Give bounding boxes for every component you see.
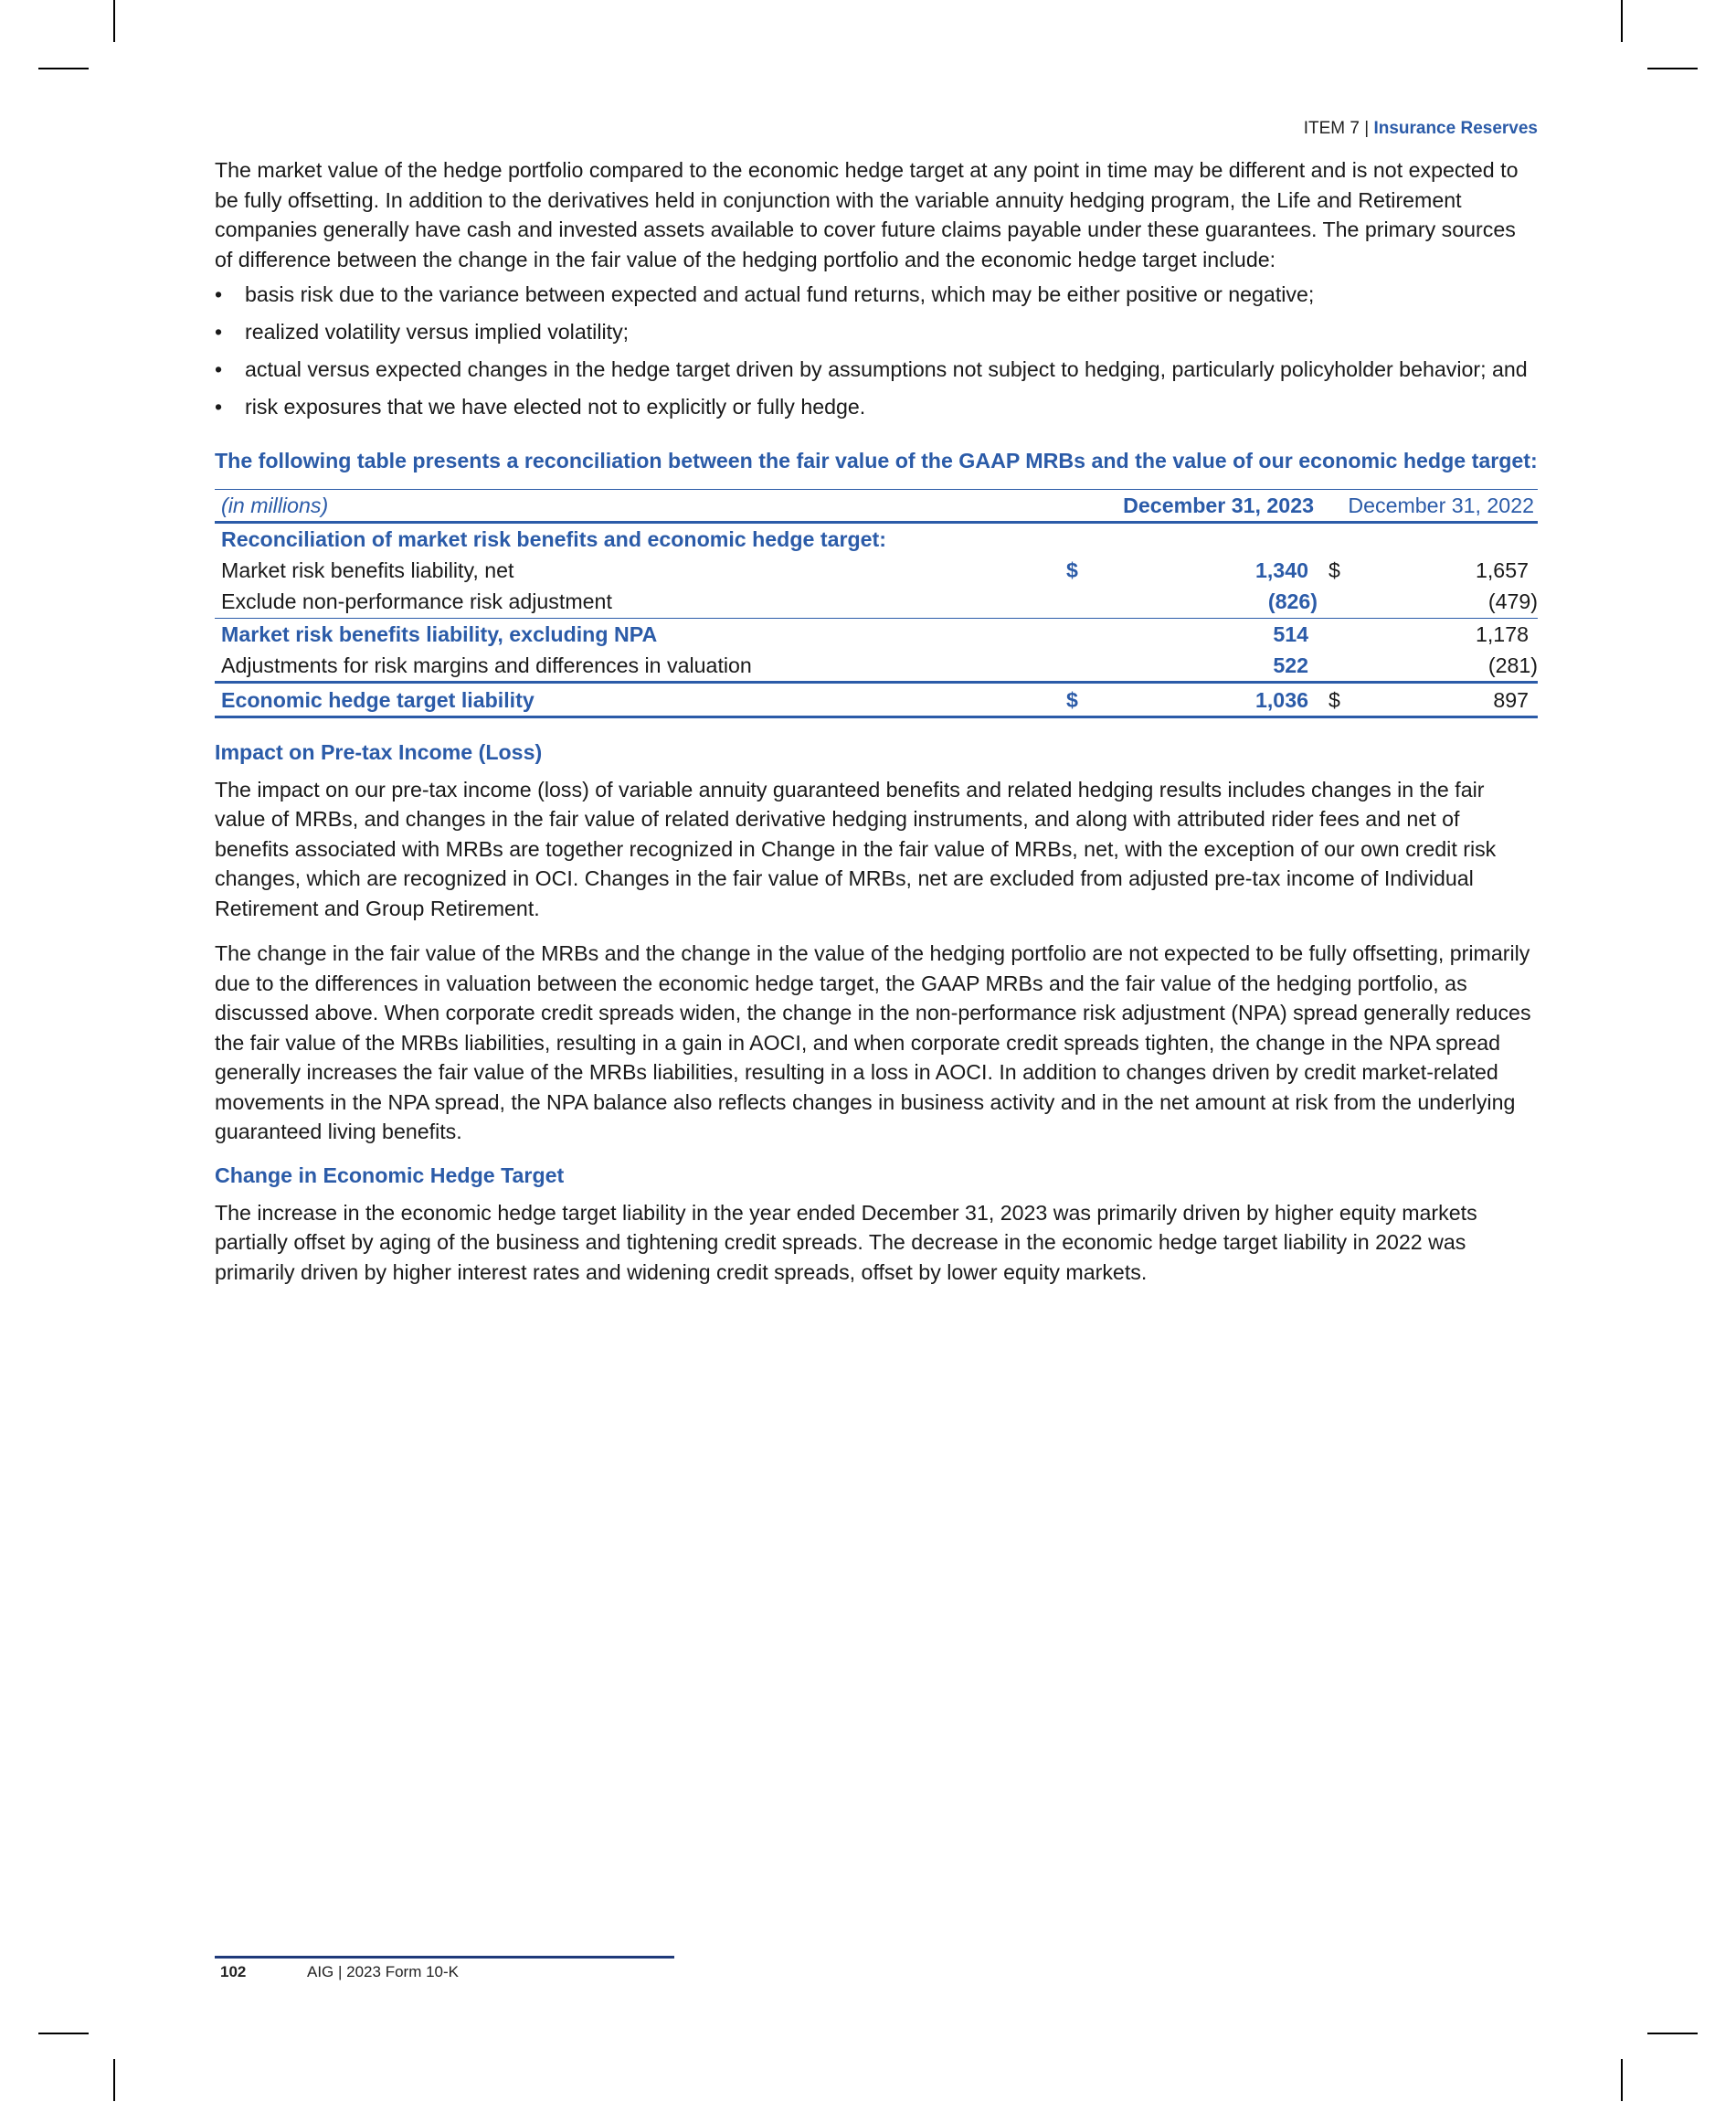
crop-mark: [38, 2033, 89, 2034]
table-section-row: [215, 522, 1538, 555]
table-total-row: [215, 683, 1538, 717]
crop-mark: [38, 68, 89, 69]
value-2023: 514: [1085, 618, 1318, 650]
crop-mark: [113, 0, 115, 42]
reconciliation-table: [215, 489, 1538, 718]
table-header-row: [215, 489, 1538, 522]
table-row: [215, 618, 1538, 650]
row-label: Market risk benefits liability, net: [221, 558, 514, 583]
currency-symbol: $: [1328, 558, 1340, 583]
section-heading-change: Change in Economic Hedge Target: [215, 1162, 565, 1187]
value-2022: (479): [1487, 589, 1538, 614]
bullet-icon: •: [215, 357, 223, 381]
bullet-icon: •: [215, 282, 223, 306]
table-intro: The following table presents a reconciliation between the fair value of the GAAP MRBs and the value of our economic hedge target:: [215, 448, 1538, 472]
page-content: [215, 155, 1538, 1287]
value-2023: (826): [1267, 589, 1318, 614]
value-2023: 522: [1273, 653, 1308, 678]
page-footer: [220, 1963, 459, 1981]
impact-paragraph-1: The impact on our pre-tax income (loss) of variable annuity guaranteed benefits and related hedging results includes changes in the fair value of MRBs, and changes in the fair value of related derivative hedging instruments, and along with attributed rider fees and net of benefits associated with MRBs are together recognized in Change in the fair value of MRBs, net, with the exception of our own credit risk changes, which are recognized in OCI. Changes in the fair value of MRBs, net are excluded from adjusted pre-tax income of Individual Retirement and Group Retirement.: [215, 777, 1497, 920]
list-item: • risk exposures that we have elected not to explicitly or fully hedge.: [215, 392, 1538, 422]
currency-symbol: $: [1066, 683, 1085, 717]
table-row: [215, 650, 1538, 683]
section-label: Reconciliation of market risk benefits and economic hedge target:: [221, 526, 886, 551]
value-2022: (281): [1487, 653, 1538, 678]
currency-symbol: $: [1066, 558, 1078, 583]
row-label: Exclude non-performance risk adjustment: [221, 589, 612, 614]
crop-mark: [1621, 0, 1623, 42]
list-item: • basis risk due to the variance between expected and actual fund returns, which may be either positive or negative;: [215, 280, 1538, 310]
footer-rule: [215, 1956, 674, 1959]
difference-sources-list: [215, 280, 1538, 422]
units-label: (in millions): [215, 489, 1066, 522]
row-label: Adjustments for risk margins and differences in valuation: [221, 653, 752, 678]
section-heading-impact: Impact on Pre-tax Income (Loss): [215, 739, 543, 764]
column-header-2022: December 31, 2022: [1328, 489, 1538, 522]
page-number: 102: [220, 1963, 247, 1980]
bullet-icon: •: [215, 395, 223, 419]
value-2022: 1,178: [1347, 618, 1538, 650]
crop-mark: [1647, 2033, 1698, 2034]
running-head: [1304, 119, 1538, 139]
change-paragraph: The increase in the economic hedge target liability in the year ended December 31, 2023 was primarily driven by higher equity markets partially offset by aging of the business and tightening credit spreads. The decrease in the economic hedge target liability in 2022 was primarily driven by higher interest rates and widening credit spreads, offset by lower equity markets.: [215, 1200, 1477, 1284]
row-label: Economic hedge target liability: [215, 683, 1066, 717]
value-2023: 1,340: [1254, 558, 1308, 583]
footer-doc-label: AIG | 2023 Form 10-K: [307, 1963, 459, 1980]
bullet-icon: •: [215, 320, 223, 344]
value-2022: 897: [1347, 683, 1538, 717]
crop-mark: [113, 2059, 115, 2101]
impact-paragraph-2: The change in the fair value of the MRBs and the change in the value of the hedging portfolio are not expected to be fully offsetting, primarily due to the differences in valuation between the economic hedge target, the GAAP MRBs and the fair value of the hedging portfolio, as discussed above. When corporate credit spreads widen, the change in the non-performance risk adjustment (NPA) spread generally reduces the fair value of the MRBs liabilities, resulting in a gain in AOCI, and when corporate credit spreads tighten, the change in the NPA spread generally increases the fair value of the MRBs liabilities, resulting in a loss in AOCI. In addition to changes driven by credit market-related movements in the NPA spread, the NPA balance also reflects changes in business activity and in the net amount at risk from the underlying guaranteed living benefits.: [215, 941, 1531, 1144]
value-2023: 1,036: [1085, 683, 1318, 717]
table-row: [215, 555, 1538, 586]
row-label: Market risk benefits liability, excluding NPA: [215, 618, 1066, 650]
value-2022: 1,657: [1475, 558, 1529, 583]
table-row: [215, 586, 1538, 618]
running-head-section: Insurance Reserves: [1373, 119, 1538, 138]
intro-paragraph: The market value of the hedge portfolio compared to the economic hedge target at any point in time may be different and is not expected to be fully offsetting. In addition to the derivatives held in conjunction with the variable annuity hedging program, the Life and Retirement companies generally have cash and invested assets available to cover future claims payable under these guarantees. The primary sources of difference between the change in the fair value of the hedging portfolio and the economic hedge target include:: [215, 158, 1519, 271]
running-head-item: ITEM 7 |: [1303, 119, 1374, 138]
crop-mark: [1621, 2059, 1623, 2101]
list-item: • actual versus expected changes in the hedge target driven by assumptions not subject to hedging, particularly policyholder behavior; and: [215, 355, 1538, 385]
column-header-2023: December 31, 2023: [1066, 489, 1318, 522]
currency-symbol: $: [1328, 683, 1347, 717]
crop-mark: [1647, 68, 1698, 69]
list-item: • realized volatility versus implied volatility;: [215, 317, 1538, 347]
